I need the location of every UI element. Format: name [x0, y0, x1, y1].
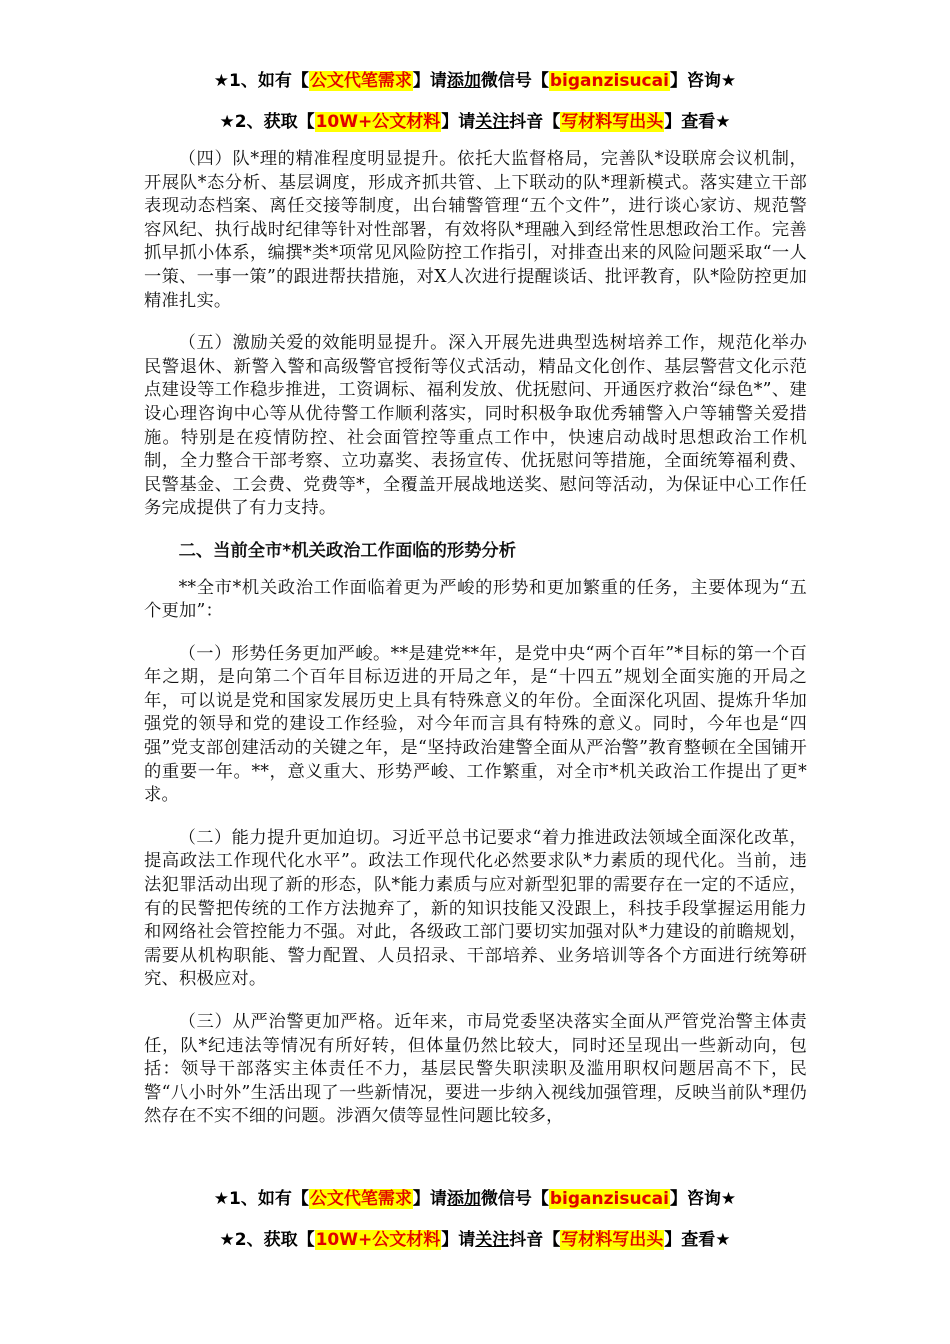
highlight-service: 公文代笔需求: [309, 71, 412, 91]
paragraph-strict-management: （三）从严治警更加严格。近年来，市局党委坚决落实全面从严管党治警主体责任，队*纪违法等情况有所好转，但体量仍然比较大，同时还呈现出一些新动向，包括：领导干部落实主体责任不力，基层民警失职渎职及滥用职权问题居高不下，民警“八小时外”生活出现了一些新情况，要进一步纳入视线加强管理，反映当前队*理仍然存在不实不细的问题。涉酒欠债等显性问题比较多，: [144, 1012, 807, 1127]
highlight-materials: 10W+公文材料: [315, 112, 441, 132]
document-body: [144, 148, 807, 1148]
highlight-douyin: 写材料写出头: [561, 1230, 664, 1250]
highlight-materials: 10W+公文材料: [315, 1230, 441, 1250]
paragraph-situation: （一）形势任务更加严峻。**是建党**年，是党中央“两个百年”*目标的第一个百年之期，是向第二个百年目标迈进的开局之年，是“十四五”规划全面实施的开局之年，可以说是党和国家发展历史上具有特殊意义的年份。全面深化巩固、提炼升华加强党的领导和党的建设工作经验，对今年而言具有特殊的意义。同时，今年也是“四强”党支部创建活动的关键之年，是“坚持政治建警全面从严治警”教育整顿在全国铺开的重要一年。**，意义重大、形势严峻、工作繁重，对全市*机关政治工作提出了更*求。: [144, 643, 807, 806]
footer-banner-line1: ★1、如有【公文代笔需求】请添加微信号【biganzisucai】咨询★: [213, 1189, 737, 1209]
section-heading: 二、当前全市*机关政治工作面临的形势分析: [178, 540, 516, 561]
underline-add: 添加: [446, 1189, 481, 1209]
footer-banner-line2: ★2、获取【10W+公文材料】请关注抖音【写材料写出头】查看★: [219, 1230, 731, 1250]
header-banner-line1: ★1、如有【公文代笔需求】请添加微信号【biganzisucai】咨询★: [213, 71, 737, 91]
underline-follow: 关注: [475, 1230, 510, 1250]
highlight-wechat-id: biganzisucai: [549, 71, 669, 91]
paragraph-capability: （二）能力提升更加迫切。习近平总书记要求“着力推进政法领域全面深化改革，提高政法工作现代化水平”。政法工作现代化必然要求队*力素质的现代化。当前，违法犯罪活动出现了新的形态，队*能力素质与应对新型犯罪的需要存在一定的不适应，有的民警把传统的工作方法抛弃了，新的知识技能又没跟上，科技手段掌握运用能力和网络社会管控能力不强。对此，各级政工部门要切实加强对队*力建设的前瞻规划，需要从机构职能、警力配置、人员招录、干部培养、业务培训等各个方面进行统筹研究、积极应对。: [144, 827, 807, 990]
underline-add: 添加: [446, 71, 481, 91]
highlight-service: 公文代笔需求: [309, 1189, 412, 1209]
header-banner-line2: ★2、获取【10W+公文材料】请关注抖音【写材料写出头】查看★: [219, 112, 731, 132]
highlight-wechat-id: biganzisucai: [549, 1189, 669, 1209]
paragraph-intro: **全市*机关政治工作面临着更为严峻的形势和更加繁重的任务，主要体现为“五个更加”：: [144, 577, 807, 622]
underline-follow: 关注: [475, 112, 510, 132]
paragraph-team-management: （四）队*理的精准程度明显提升。依托大监督格局，完善队*设联席会议机制，开展队*态分析、基层调度，形成齐抓共管、上下联动的队*理新模式。落实建立干部表现动态档案、离任交接等制度，出台辅警管理“五个文件”，进行谈心家访、规范警容风纪、执行战时纪律等针对性部署，有效将队*理融入到经常性思想政治工作。完善抓早抓小体系，编撰*类*项常见风险防控工作指引，对排查出来的风险问题采取“一人一策、一事一策”的跟进帮扶措施，对X人次进行提醒谈话、批评教育，队*险防控更加精准扎实。: [144, 149, 807, 311]
highlight-douyin: 写材料写出头: [561, 112, 664, 132]
paragraph-incentive-care: （五）激励关爱的效能明显提升。深入开展先进典型选树培养工作，规范化举办民警退休、新警入警和高级警官授衔等仪式活动，精品文化创作、基层警营文化示范点建设等工作稳步推进，工资调标、福利发放、优抚慰问、开通医疗救治“绿色*”、建设心理咨询中心等从优待警工作顺利落实，同时积极争取优秀辅警入户等辅警关爱措施。特别是在疫情防控、社会面管控等重点工作中，快速启动战时思想政治工作机制，全力整合干部考察、立功嘉奖、表扬宣传、优抚慰问等措施，全面统筹福利费、民警基金、工会费、党费等*，全覆盖开展战地送奖、慰问等活动，为保证中心工作任务完成提供了有力支持。: [144, 333, 807, 519]
